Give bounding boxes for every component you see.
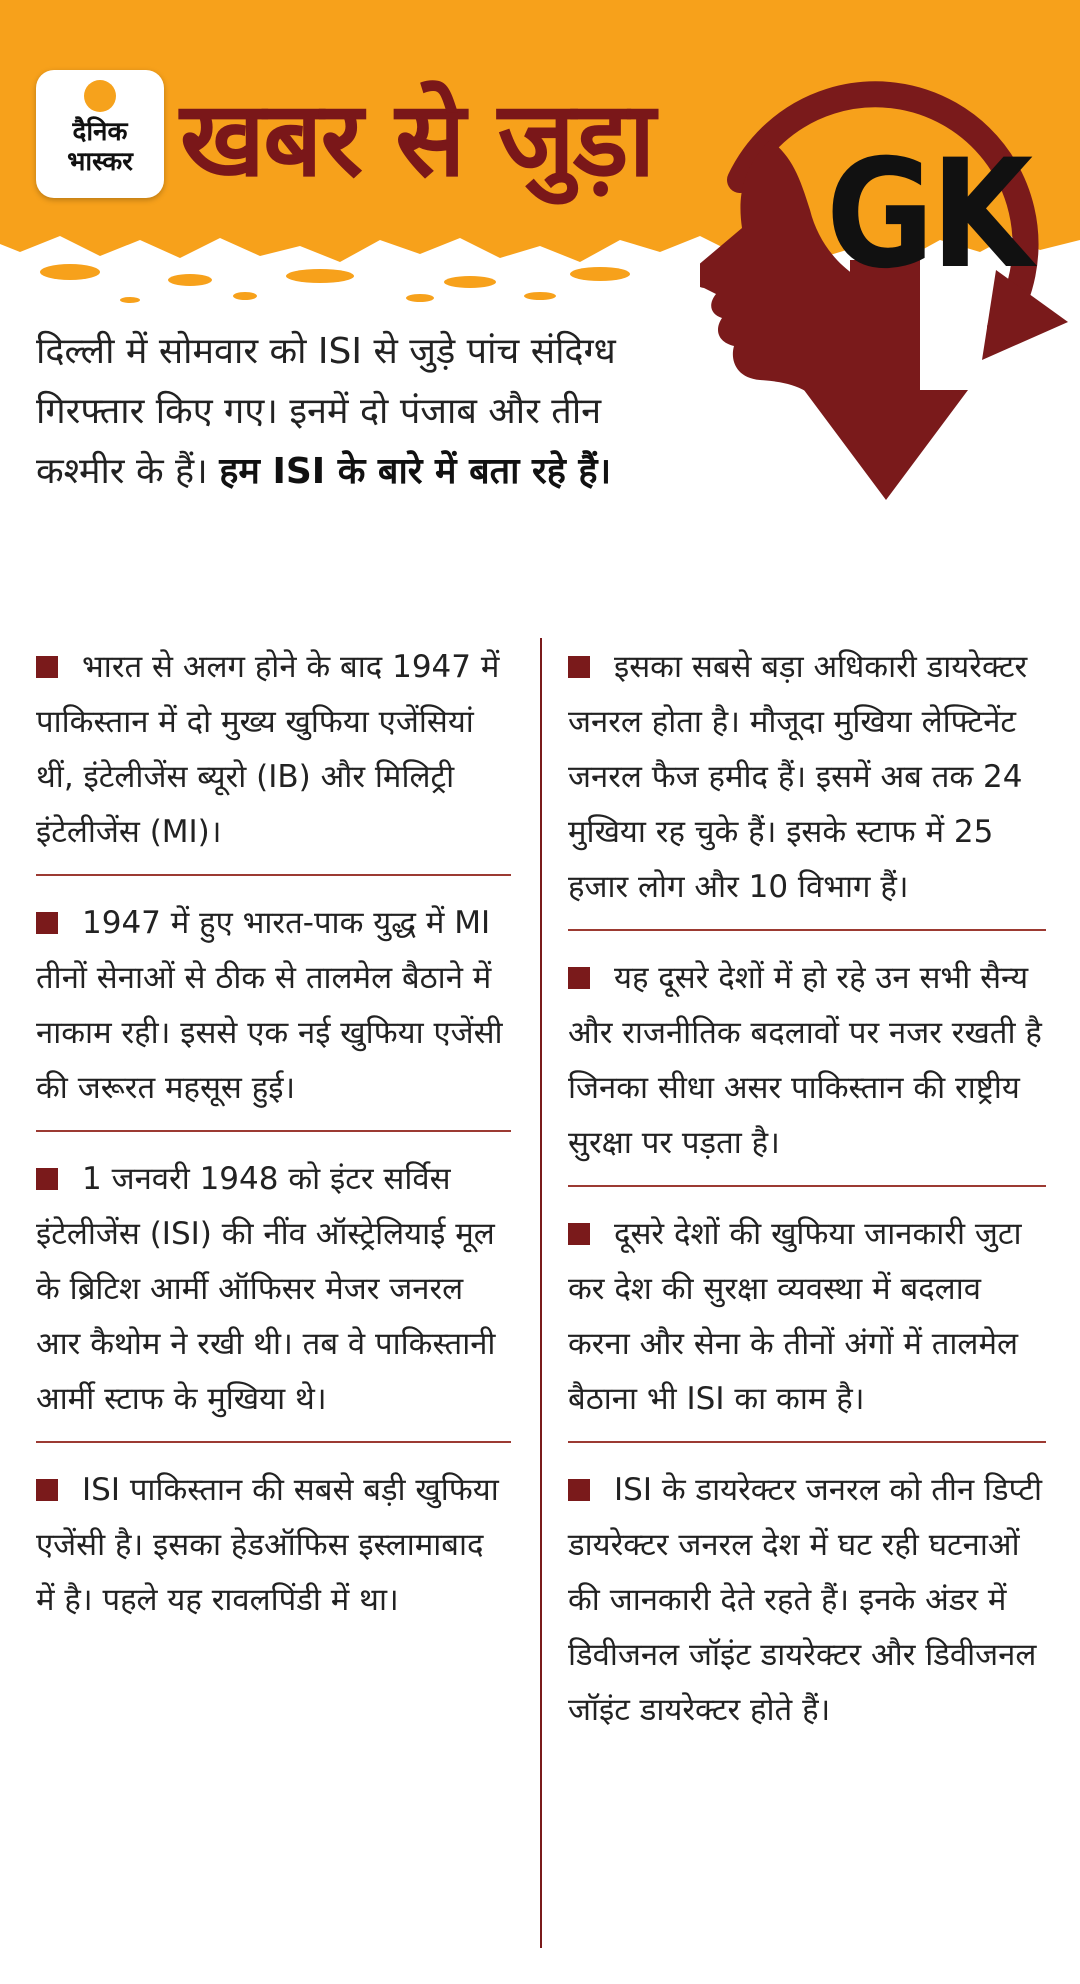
fact-text: यह दूसरे देशों में हो रहे उन सभी सैन्य और राजनीतिक बदलावों पर नजर रखती है जिनका सीधा असर पाकिस्तान की राष्ट्रीय सुरक्षा पर पड़ता है। [568,960,1042,1161]
fact-item [36,896,511,1116]
sun-icon [84,80,116,112]
logo-line-1: दैनिक [72,117,128,147]
page-title: खबर से जुड़ा [180,78,654,200]
fact-item [36,1463,511,1628]
fact-item [568,640,1046,915]
fact-text: दूसरे देशों की खुफिया जानकारी जुटा कर देश की सुरक्षा व्यवस्था में बदलाव करना और सेना के तीनों अंगों में तालमेल बैठाना भी ISI का काम है। [568,1216,1022,1417]
gk-badge: GK [826,128,1030,302]
bullet-square-icon [36,1479,58,1501]
intro-text: दिल्ली में सोमवार को ISI से जुड़े पांच संदिग्ध गिरफ्तार किए गए। इनमें दो पंजाब और तीन कश्मीर के हैं। [36,331,616,492]
dainik-bhaskar-logo [36,70,164,198]
fact-item [568,1463,1046,1738]
fact-text: ISI पाकिस्तान की सबसे बड़ी खुफिया एजेंसी है। इसका हेडऑफिस इस्लामाबाद में है। पहले यह रावलपिंडी में था। [36,1472,499,1618]
item-separator [36,1130,511,1132]
intro-paragraph [36,322,676,502]
item-separator [36,1441,511,1443]
right-column [568,640,1046,1738]
logo-line-2: भास्कर [67,147,133,177]
item-separator [36,874,511,876]
fact-text: भारत से अलग होने के बाद 1947 में पाकिस्तान में दो मुख्य खुफिया एजेंसियां थीं, इंटेलीजेंस ब्यूरो (IB) और मिलिट्री इंटेलीजेंस (MI)। [36,649,500,850]
bullet-square-icon [568,967,590,989]
bullet-square-icon [568,1223,590,1245]
column-divider [540,638,542,1948]
bullet-square-icon [36,1168,58,1190]
bullet-square-icon [36,912,58,934]
bullet-square-icon [36,656,58,678]
fact-text: 1 जनवरी 1948 को इंटर सर्विस इंटेलीजेंस (ISI) की नींव ऑस्ट्रेलियाई मूल के ब्रिटिश आर्मी ऑफिसर मेजर जनरल आर कैथोम ने रखी थी। तब वे पाकिस्तानी आर्मी स्टाफ के मुखिया थे। [36,1161,496,1417]
item-separator [568,1185,1046,1187]
intro-emphasis: हम ISI के बारे में बता रहे हैं। [219,451,612,492]
fact-text: 1947 में हुए भारत-पाक युद्ध में MI तीनों सेनाओं से ठीक से तालमेल बैठाने में नाकाम रही। इससे एक नई खुफिया एजेंसी की जरूरत महसूस हुई। [36,905,503,1106]
item-separator [568,929,1046,931]
fact-item [36,640,511,860]
fact-item [568,1207,1046,1427]
bullet-square-icon [568,1479,590,1501]
left-column [36,640,511,1628]
fact-item [568,951,1046,1171]
bullet-square-icon [568,656,590,678]
fact-text: ISI के डायरेक्टर जनरल को तीन डिप्टी डायरेक्टर जनरल देश में घट रही घटनाओं की जानकारी देते रहते हैं। इनके अंडर में डिवीजनल जॉइंट डायरेक्टर और डिवीजनल जॉइंट डायरेक्टर होते हैं। [568,1472,1042,1728]
fact-item [36,1152,511,1427]
fact-text: इसका सबसे बड़ा अधिकारी डायरेक्टर जनरल होता है। मौजूदा मुखिया लेफ्टिनेंट जनरल फैज हमीद हैं। इसमें अब तक 24 मुखिया रह चुके हैं। इसके स्टाफ में 25 हजार लोग और 10 विभाग हैं। [568,649,1028,905]
item-separator [568,1441,1046,1443]
brush-splatter [40,264,630,303]
